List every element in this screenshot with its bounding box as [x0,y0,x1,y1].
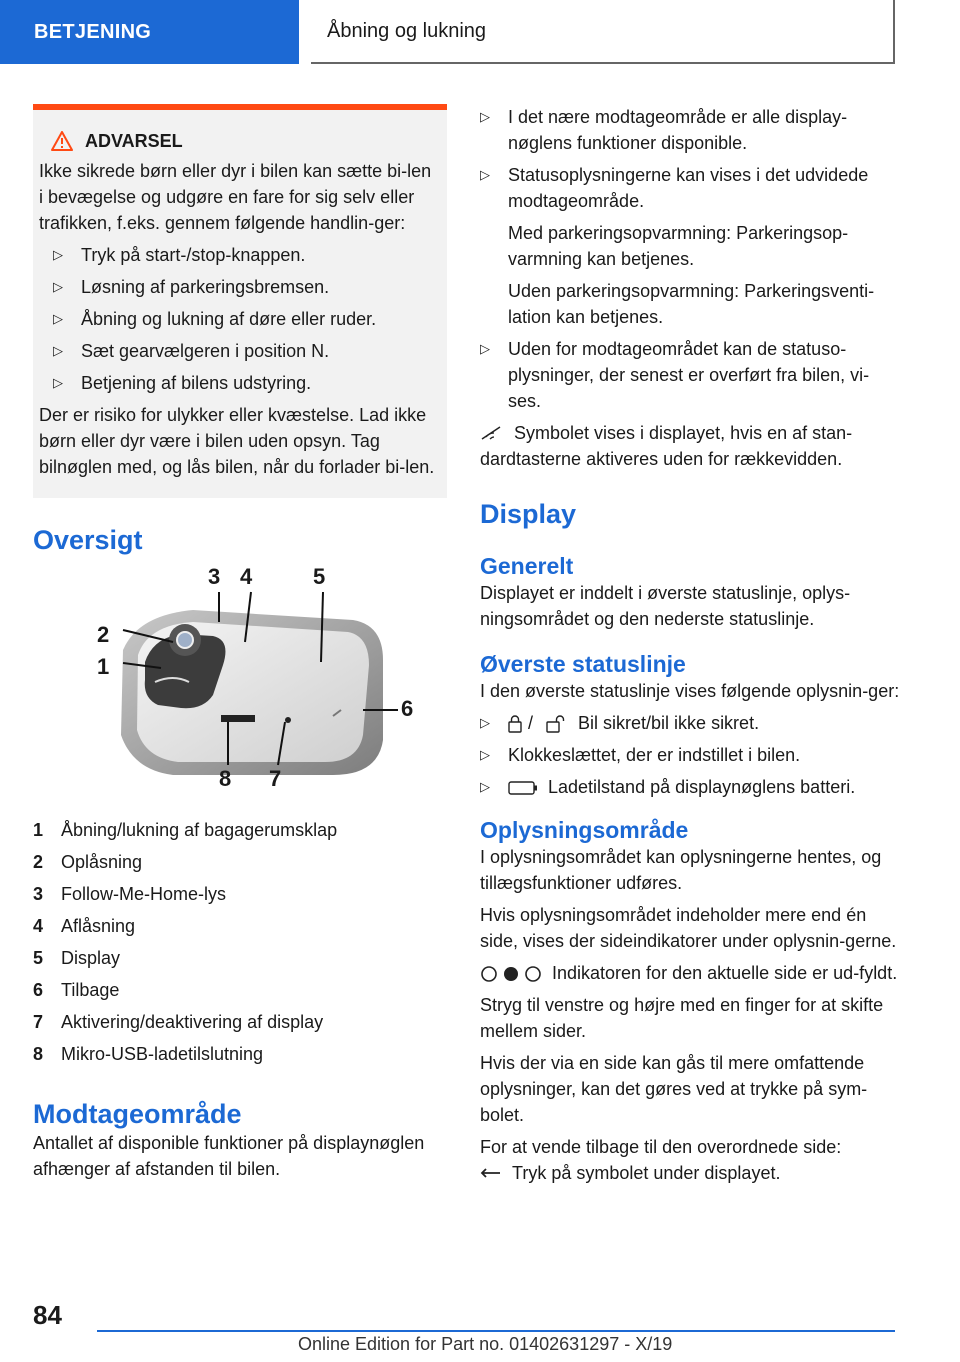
reception-list-2 [480,336,900,414]
legend-number: 2 [33,852,44,872]
list-item [480,774,900,800]
list-item-text: Ladetilstand på displaynøglens batteri. [548,777,856,797]
list-item [480,104,900,156]
reception-list [480,104,900,214]
list-item-text: Uden for modtageområdet kan de statuso-plysninger, der senest er overført fra bilen, vi-ses. [508,339,870,411]
legend-row [33,910,447,942]
legend-text: Display [61,948,121,968]
chapter-header [311,0,895,64]
warning-intro: Ikke sikrede børn eller dyr i bilen kan sætte bi-len i bevægelse og udgøre en fare for sig selv eller trafikken, f.eks. gennem følgende handlin-ger: [39,161,432,233]
back-instruction [480,1160,900,1186]
triangle-bullet-icon: ▷ [480,715,490,730]
legend-number: 4 [33,916,44,936]
legend-row [33,1038,447,1070]
back-instruction-text: Tryk på symbolet under displayet. [512,1163,781,1183]
list-item-text: Klokkeslættet, der er indstillet i bilen. [508,745,801,765]
general-text: Displayet er inddelt i øverste statuslinje, oplys-ningsområdet og den nederste statuslinje. [480,583,851,629]
triangle-bullet-icon: ▷ [480,341,490,356]
legend-number: 3 [33,884,44,904]
list-item [480,742,900,768]
legend-text: Oplåsning [61,852,143,872]
legend-number: 5 [33,948,44,968]
callout-label: 4 [240,564,253,589]
icon-separator: / [528,713,534,733]
list-item [39,338,439,364]
list-item-text: Sæt gearvælgeren i position N. [81,341,330,361]
legend-text: Aktivering/deaktivering af display [61,1012,324,1032]
callout-label: 7 [269,766,282,791]
warning-title [39,128,439,154]
status-heading: Øverste statuslinje [480,651,686,677]
reception-sub-heating: Med parkeringsopvarmning: Parkeringsop-varmning kan betjenes. [508,223,849,269]
legend-row [33,846,447,878]
page-number: 84 [33,1300,62,1330]
reception-heading: Modtageområde [33,1099,242,1129]
legend-row [33,878,447,910]
page-indicator-note [480,960,900,986]
reception-sub-ventilation: Uden parkeringsopvarmning: Parkeringsventi-lation kan betjenes. [508,281,875,327]
warning-title-text: ADVARSEL [85,131,183,151]
callout-label: 8 [219,766,232,791]
triangle-bullet-icon: ▷ [480,779,490,794]
list-item [39,306,439,332]
list-item-text: Løsning af parkeringsbremsen. [81,277,330,297]
back-arrow-icon [480,1166,502,1182]
display-heading: Display [480,499,577,529]
display-key-illustration [63,564,443,798]
symbol-note-text: Symbolet vises i displayet, hvis en af stan-dardtasterne aktiveres uden for rækkevidden. [480,423,853,469]
edition-footer: Online Edition for Part no. 01402631297 - X/19 [298,1334,673,1354]
list-item-text: Åbning og lukning af døre eller ruder. [81,309,377,329]
triangle-bullet-icon: ▷ [53,311,63,326]
callout-label: 3 [208,564,221,589]
info-text-4: Stryg til venstre og højre med en finger for at skifte mellem sider. [480,995,884,1041]
callout-label: 5 [313,564,326,589]
legend-text: Follow-Me-Home-lys [61,884,227,904]
lock-closed-icon [508,715,522,733]
list-item-text: Tryk på start-/stop-knappen. [81,245,306,265]
overview-heading: Oversigt [33,525,143,555]
triangle-bullet-icon: ▷ [53,375,63,390]
legend-text: Tilbage [61,980,120,1000]
callout-label: 1 [97,654,110,679]
triangle-bullet-icon: ▷ [480,109,490,124]
warning-outro: Der er risiko for ulykker eller kvæstelse. Lad ikke børn eller dyr være i bilen uden opsyn. Tag bilnøglen med, og lås bilen, når du forlader bi-len. [39,405,435,477]
battery-icon [508,781,538,795]
legend-text: Mikro-USB-ladetilslutning [61,1044,264,1064]
legend-number: 1 [33,820,44,840]
left-column [33,104,447,1188]
key-drawing [63,570,443,798]
list-item [480,710,900,736]
symbol-note [480,420,900,472]
out-of-range-icon [480,425,504,443]
list-item-text: Bil sikret/bil ikke sikret. [578,713,760,733]
page-indicator-icon [480,965,542,983]
info-heading: Oplysningsområde [480,817,689,843]
legend-row [33,1006,447,1038]
info-text-6: For at vende tilbage til den overordnede side: [480,1137,842,1157]
list-item [39,370,439,396]
legend-row [33,974,447,1006]
warning-box [33,104,447,498]
info-text-2: Hvis oplysningsområdet indeholder mere end én side, vises der sideindikatorer under oplysnin-gerne. [480,905,897,951]
list-item-text: Statusoplysningerne kan vises i det udvidede modtageområde. [508,165,869,211]
status-text: I den øverste statuslinje vises følgende oplysnin-ger: [480,681,900,701]
status-list [480,710,900,800]
triangle-bullet-icon: ▷ [53,279,63,294]
general-heading: Generelt [480,553,574,579]
chapter-title: Åbning og lukning [327,19,487,42]
list-item [480,336,900,414]
legend-number: 6 [33,980,44,1000]
info-text-5: Hvis der via en side kan gås til mere omfattende oplysninger, kan det gøres ved at trykke på sym-bolet. [480,1053,868,1125]
legend-text: Åbning/lukning af bagagerumsklap [61,820,338,840]
footer-divider [97,1330,895,1332]
warning-list [39,242,439,396]
callout-label: 6 [401,696,414,721]
list-item [39,274,439,300]
legend-list [33,814,447,1070]
legend-row [33,942,447,974]
legend-number: 7 [33,1012,44,1032]
lock-open-icon [546,715,568,733]
list-item-text: I det nære modtageområde er alle display-nøglens funktioner disponible. [508,107,848,153]
warning-triangle-icon [51,131,73,151]
reception-text: Antallet af disponible funktioner på displaynøglen afhænger af afstanden til bilen. [33,1133,425,1179]
triangle-bullet-icon: ▷ [53,343,63,358]
list-item-text: Betjening af bilens udstyring. [81,373,312,393]
info-text-1: I oplysningsområdet kan oplysningerne hentes, og tillægsfunktioner udføres. [480,847,882,893]
section-tab [0,0,299,64]
list-item [480,162,900,214]
page-indicator-text: Indikatoren for den aktuelle side er ud-fyldt. [552,963,898,983]
legend-number: 8 [33,1044,44,1064]
right-column [480,104,900,1192]
triangle-bullet-icon: ▷ [53,247,63,262]
triangle-bullet-icon: ▷ [480,167,490,182]
callout-label: 2 [97,622,110,647]
section-title: BETJENING [34,20,152,43]
legend-text: Aflåsning [61,916,136,936]
triangle-bullet-icon: ▷ [480,747,490,762]
legend-row [33,814,447,846]
list-item [39,242,439,268]
